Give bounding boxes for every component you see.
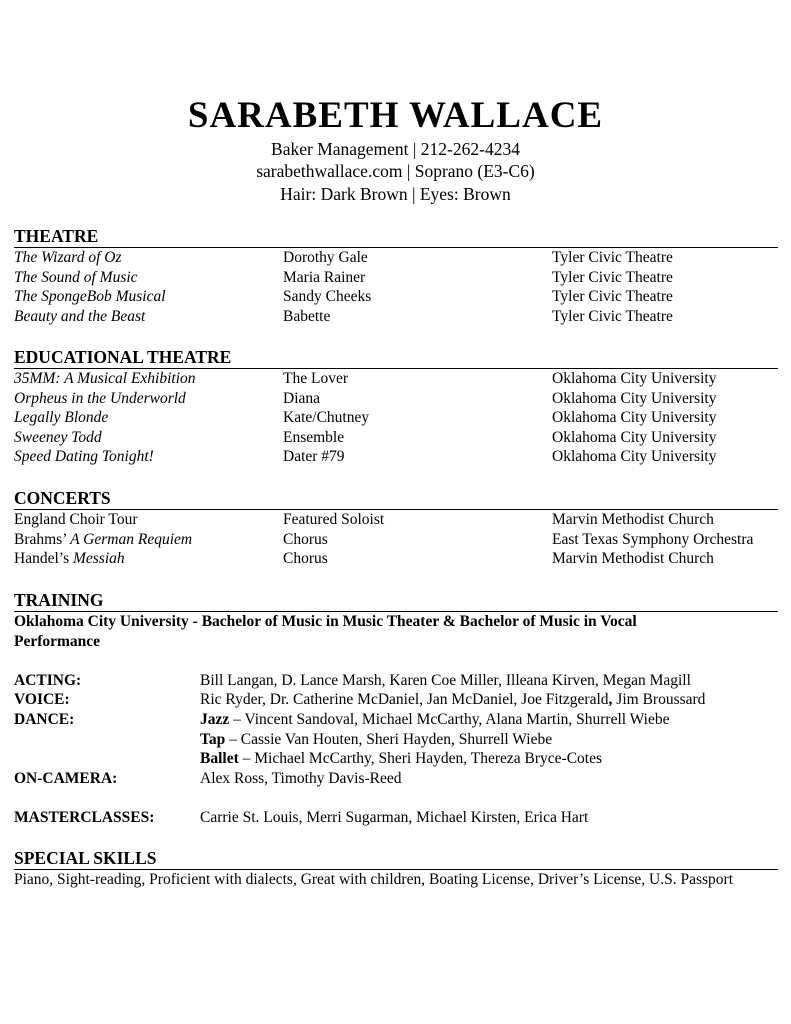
- training-teachers: [200, 710, 670, 730]
- concert-composer: Brahms’: [14, 530, 71, 548]
- training-teachers: [200, 749, 602, 769]
- dance-style-label: Jazz: [200, 710, 230, 728]
- training-row-dance-ballet: [14, 749, 778, 769]
- credit-row: [14, 307, 778, 327]
- credit-row: [14, 408, 778, 428]
- dance-style-label: Tap: [200, 730, 226, 748]
- credit-row: [14, 369, 778, 389]
- training-label: MASTERCLASSES:: [14, 808, 155, 826]
- training-teachers: [200, 730, 552, 750]
- concerts-heading: CONCERTS: [14, 488, 778, 510]
- training-label: DANCE:: [14, 710, 75, 728]
- training-teachers: Bill Langan, D. Lance Marsh, Karen Coe Miller, Illeana Kirven, Megan Magill: [200, 671, 691, 689]
- concert-composer: Handel’s: [14, 550, 73, 568]
- show-title: Legally Blonde: [14, 409, 109, 427]
- skills-text: Piano, Sight-reading, Proficient with dialects, Great with children, Boating License, Driver’s License, U.S. Passport: [14, 871, 734, 888]
- role: Featured Soloist: [283, 511, 385, 528]
- show-title: Beauty and the Beast: [14, 307, 146, 325]
- degree-line: Oklahoma City University - Bachelor of Music in Music Theater & Bachelor of Music in Vocal Performance: [14, 613, 637, 650]
- training-row-acting: [14, 671, 778, 691]
- role: Babette: [283, 307, 331, 325]
- show-title: 35MM: A Musical Exhibition: [14, 370, 196, 387]
- credit-row: [14, 549, 778, 569]
- venue: Tyler Civic Theatre: [552, 249, 673, 266]
- educational-theatre-heading: EDUCATIONAL THEATRE: [14, 347, 778, 369]
- voice-teachers-b: Jim Broussard: [612, 691, 706, 709]
- venue: Tyler Civic Theatre: [552, 307, 673, 325]
- training-teachers: Alex Ross, Timothy Davis-Reed: [200, 769, 402, 787]
- theatre-section: [14, 226, 778, 326]
- venue: Oklahoma City University: [552, 409, 717, 427]
- role: Kate/Chutney: [283, 409, 370, 427]
- concert-title: [14, 530, 192, 550]
- role: Chorus: [283, 550, 328, 568]
- concert-title: [14, 549, 125, 569]
- voice-teachers-a: Ric Ryder, Dr. Catherine McDaniel, Jan McDaniel, Joe Fitzgerald: [200, 691, 609, 709]
- venue: Oklahoma City University: [552, 389, 717, 407]
- role: Diana: [283, 389, 321, 407]
- concerts-section: [14, 488, 778, 569]
- credit-row: [14, 428, 778, 448]
- show-title: The Wizard of Oz: [14, 249, 122, 266]
- role: Ensemble: [283, 428, 345, 446]
- venue: Tyler Civic Theatre: [552, 268, 673, 286]
- concert-work: A German Requiem: [70, 530, 193, 548]
- training-row-dance-jazz: [14, 710, 778, 730]
- training-label: ON-CAMERA:: [14, 769, 118, 787]
- training-row-dance-tap: [14, 730, 778, 750]
- venue: Tyler Civic Theatre: [552, 288, 673, 306]
- show-title: Orpheus in the Underworld: [14, 389, 186, 407]
- dance-style-label: Ballet: [200, 750, 239, 768]
- training-row-masterclasses: [14, 808, 778, 828]
- role: Chorus: [283, 530, 328, 548]
- venue: Marvin Methodist Church: [552, 550, 714, 568]
- training-teachers: Carrie St. Louis, Merri Sugarman, Michael Kirsten, Erica Hart: [200, 808, 589, 826]
- contact-line-website-voice: sarabethwallace.com | Soprano (E3-C6): [256, 161, 535, 181]
- role: The Lover: [283, 370, 348, 387]
- venue: Oklahoma City University: [552, 448, 717, 466]
- venue: East Texas Symphony Orchestra: [552, 530, 754, 548]
- credit-row: [14, 447, 778, 467]
- training-heading: TRAINING: [14, 590, 778, 612]
- voice-comma: ,: [608, 691, 613, 709]
- educational-theatre-section: [14, 347, 778, 467]
- training-row-voice: [14, 690, 778, 710]
- credit-row: [14, 530, 778, 550]
- venue: Marvin Methodist Church: [552, 511, 714, 528]
- concert-title: [14, 510, 137, 530]
- show-title: Speed Dating Tonight!: [14, 448, 154, 466]
- theatre-heading: THEATRE: [14, 226, 778, 248]
- training-section: [14, 590, 778, 828]
- dance-teachers: – Cassie Van Houten, Sheri Hayden, Shurrell Wiebe: [225, 730, 553, 748]
- contact-line-agency: Baker Management | 212-262-4234: [271, 139, 520, 159]
- venue: Oklahoma City University: [552, 428, 717, 446]
- credit-row: [14, 389, 778, 409]
- special-skills-section: [14, 848, 778, 890]
- actor-name: SARABETH WALLACE: [187, 95, 604, 136]
- training-row-on-camera: [14, 769, 778, 789]
- role: Dater #79: [283, 448, 345, 466]
- concert-work: Messiah: [72, 550, 125, 568]
- dance-teachers: – Michael McCarthy, Sheri Hayden, Thereza Bryce-Cotes: [238, 750, 603, 768]
- credit-row: [14, 510, 778, 530]
- contact-line-hair-eyes: Hair: Dark Brown | Eyes: Brown: [280, 184, 511, 204]
- training-label: VOICE:: [14, 691, 70, 709]
- show-title: The Sound of Music: [14, 268, 138, 286]
- credit-row: [14, 287, 778, 307]
- credit-row: [14, 248, 778, 268]
- role: Dorothy Gale: [283, 249, 368, 266]
- role: Maria Rainer: [283, 268, 366, 286]
- concert-title-text: England Choir Tour: [14, 511, 138, 528]
- special-skills-heading: SPECIAL SKILLS: [14, 848, 778, 870]
- show-title: The SpongeBob Musical: [14, 288, 166, 306]
- training-label: ACTING:: [14, 671, 82, 689]
- training-teachers: [200, 690, 705, 710]
- show-title: Sweeney Todd: [14, 428, 102, 446]
- role: Sandy Cheeks: [283, 288, 372, 306]
- venue: Oklahoma City University: [552, 370, 717, 387]
- dance-teachers: – Vincent Sandoval, Michael McCarthy, Alana Martin, Shurrell Wiebe: [229, 710, 670, 728]
- credit-row: [14, 268, 778, 288]
